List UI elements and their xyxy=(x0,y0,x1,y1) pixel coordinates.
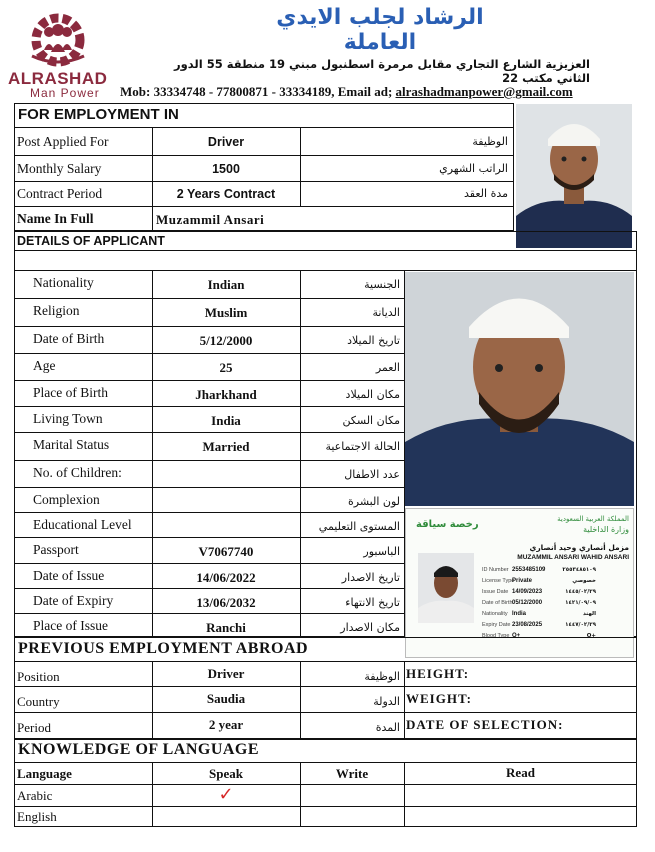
driving-license-card xyxy=(405,508,634,658)
detail-value: 5/12/2000 xyxy=(199,333,253,348)
employment-heading: FOR EMPLOYMENT IN xyxy=(18,106,179,123)
license-field-arabic: O+ xyxy=(586,633,596,639)
prev-value: Saudia xyxy=(206,691,246,706)
detail-arabic: مكان السكن xyxy=(342,414,400,427)
detail-label: Educational Level xyxy=(33,517,132,532)
detail-label: Age xyxy=(33,358,56,373)
language-heading: KNOWLEDGE OF LANGUAGE xyxy=(18,741,260,758)
detail-label: Religion xyxy=(33,303,80,318)
contact-line xyxy=(120,84,638,100)
detail-arabic: المستوى التعليمي xyxy=(318,520,400,533)
license-field-arabic: ١٤٤٥/٠٢/٢٩ xyxy=(565,589,596,595)
license-photo xyxy=(418,553,474,623)
detail-value: V7067740 xyxy=(198,544,254,559)
detail-value: Married xyxy=(202,439,250,454)
prev-value: Driver xyxy=(207,666,245,681)
license-title: رخصة سياقة xyxy=(416,519,479,530)
detail-arabic: لون البشرة xyxy=(348,495,400,508)
company-name: ALRASHAD xyxy=(8,69,108,88)
license-field-arabic: ١٤٤٧/٠٢/٢٩ xyxy=(565,622,596,628)
contract-period-label: Contract Period xyxy=(17,186,103,201)
license-field-value: 23/08/2025 xyxy=(512,622,543,628)
detail-value: 14/06/2022 xyxy=(196,570,256,585)
detail-value: 13/06/2032 xyxy=(196,595,256,610)
contact-phones: Mob: 33334748 - 77800871 - 33334189, Email ad; xyxy=(120,84,396,99)
prev-label: Country xyxy=(17,694,60,709)
detail-arabic: الجنسية xyxy=(364,278,400,291)
company-logo xyxy=(22,10,94,70)
detail-value: 25 xyxy=(219,360,233,375)
lang-col-write: Write xyxy=(335,766,369,781)
gear-people-icon xyxy=(22,10,94,70)
lang-english: English xyxy=(17,809,57,824)
detail-arabic: مكان الاصدار xyxy=(340,621,400,634)
contract-period-arabic: مدة العقد xyxy=(464,187,508,200)
license-field-label: Expiry Date xyxy=(482,622,511,628)
license-field-label: Issue Date xyxy=(482,589,509,595)
email-link[interactable]: alrashadmanpower@gmail.com xyxy=(395,84,573,99)
company-address: العزيزية الشارع التجاري مقابل مرمرة اسطنبول مبني 19 منطقة 55 الدور الثاني مكتب 22 xyxy=(174,57,590,85)
previous-employment-heading: PREVIOUS EMPLOYMENT ABROAD xyxy=(18,640,309,657)
lang-arabic: Arabic xyxy=(17,788,53,803)
license-field-value: O+ xyxy=(512,633,521,639)
company-arabic-title: الرشاد لجلب الايدي العاملة xyxy=(276,5,484,55)
post-applied-label: Post Applied For xyxy=(17,134,109,149)
prev-arabic: الوظيفة xyxy=(364,670,400,683)
monthly-salary-label: Monthly Salary xyxy=(17,161,102,176)
prev-right-label: HEIGHT: xyxy=(406,666,470,681)
detail-label: Marital Status xyxy=(33,437,110,452)
detail-arabic: مكان الميلاد xyxy=(345,388,400,401)
full-name-label: Name In Full xyxy=(17,211,94,226)
details-heading: DETAILS OF APPLICANT xyxy=(17,234,165,248)
monthly-salary-value: 1500 xyxy=(212,162,240,176)
license-field-arabic: خصوصي xyxy=(572,578,596,584)
license-name-en: MUZAMMIL ANSARI WAHID ANSARI xyxy=(517,554,629,561)
license-field-label: License Type xyxy=(482,578,515,584)
applicant-photo-large xyxy=(405,272,634,506)
license-field-value: India xyxy=(512,611,527,617)
detail-value: Ranchi xyxy=(206,620,246,635)
post-applied-arabic: الوظيفة xyxy=(472,135,508,148)
license-kingdom: المملكة العربية السعودية xyxy=(557,515,629,523)
applicant-photo-small xyxy=(516,104,632,248)
license-field-label: Blood Type xyxy=(482,633,510,639)
detail-arabic: العمر xyxy=(375,361,400,374)
license-field-label: ID Number xyxy=(482,567,509,573)
detail-label: Passport xyxy=(33,542,79,557)
detail-arabic: تاريخ الاصدار xyxy=(341,571,400,584)
license-field-label: Nationality xyxy=(482,611,508,617)
post-applied-value: Driver xyxy=(207,135,245,149)
detail-arabic: تاريخ الانتهاء xyxy=(345,596,400,609)
detail-label: No. of Children: xyxy=(33,465,122,480)
detail-label: Date of Expiry xyxy=(33,593,114,608)
detail-label: Place of Birth xyxy=(33,385,108,400)
detail-arabic: الديانة xyxy=(372,306,400,319)
prev-right-label: WEIGHT: xyxy=(406,691,472,706)
detail-arabic: عدد الاطفال xyxy=(344,468,400,481)
license-field-arabic: ٢٥٥٣٤٨٥١٠٩ xyxy=(562,567,596,573)
prev-arabic: الدولة xyxy=(373,695,400,708)
lang-col-speak: Speak xyxy=(209,766,243,781)
detail-label: Nationality xyxy=(33,275,94,290)
prev-label: Position xyxy=(17,669,60,684)
detail-arabic: تاريخ الميلاد xyxy=(347,334,400,347)
lang-col-language: Language xyxy=(17,766,72,781)
prev-value: 2 year xyxy=(208,717,244,732)
detail-value: India xyxy=(211,413,241,428)
detail-label: Date of Birth xyxy=(33,331,105,346)
license-field-value: 05/12/2000 xyxy=(512,600,543,606)
prev-right-label: DATE OF SELECTION: xyxy=(406,717,564,732)
prev-label: Period xyxy=(17,720,51,735)
license-field-value: Private xyxy=(512,578,533,584)
detail-label: Place of Issue xyxy=(33,618,108,633)
lang-arabic-speak-check: ✓ xyxy=(218,784,234,805)
license-field-arabic: الهند xyxy=(582,611,596,617)
detail-value: Indian xyxy=(207,277,245,292)
contract-period-value: 2 Years Contract xyxy=(176,187,276,201)
detail-arabic: الباسبور xyxy=(363,545,400,558)
detail-label: Date of Issue xyxy=(33,568,105,583)
detail-value: Jharkhand xyxy=(195,387,257,402)
detail-label: Living Town xyxy=(33,411,103,426)
license-field-label: Date of Birth xyxy=(482,600,513,606)
license-field-value: 2553485109 xyxy=(512,567,546,573)
license-field-arabic: ١٤٢١/٠٩/٠٩ xyxy=(565,600,596,606)
license-name-ar: مزمل أنصاري وحيد أنصاري xyxy=(529,543,629,552)
monthly-salary-arabic: الراتب الشهري xyxy=(439,162,508,175)
company-tagline: Man Power xyxy=(30,86,100,100)
detail-label: Complexion xyxy=(33,492,100,507)
lang-col-read: Read xyxy=(506,765,535,780)
license-ministry: وزارة الداخلية xyxy=(583,525,629,534)
detail-arabic: الحالة الاجتماعية xyxy=(325,440,400,453)
detail-value: Muslim xyxy=(204,305,248,320)
license-field-value: 14/09/2023 xyxy=(512,589,543,595)
full-name-value: Muzammil Ansari xyxy=(156,212,265,227)
prev-arabic: المدة xyxy=(375,721,400,734)
